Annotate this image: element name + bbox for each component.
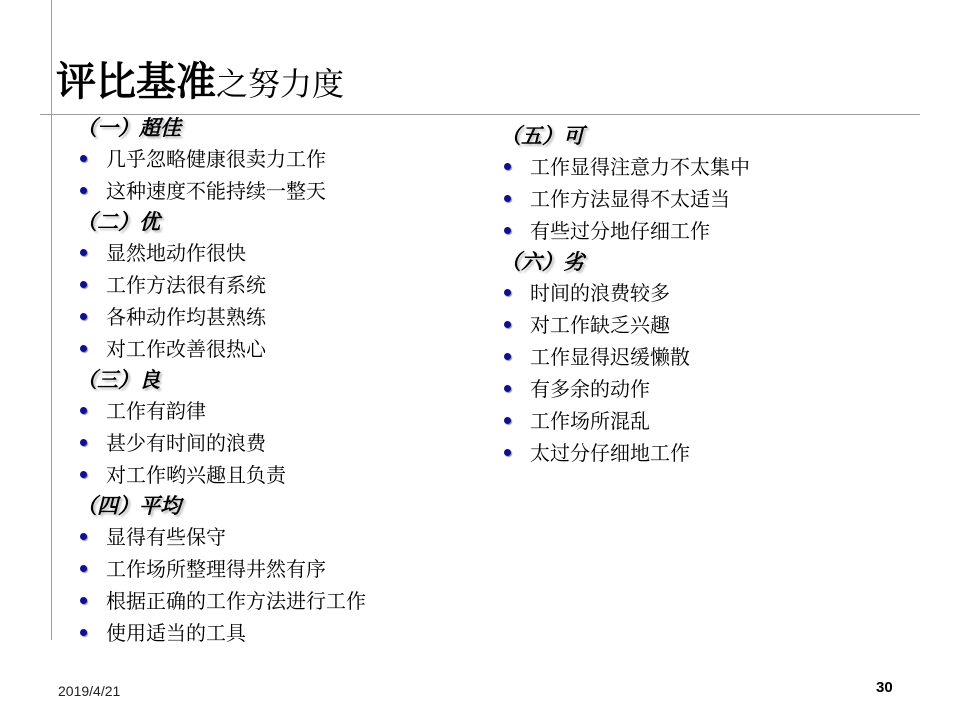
list-item [76, 585, 366, 617]
list-item [76, 395, 366, 427]
bullet-icon [504, 289, 511, 296]
page-title [56, 58, 345, 105]
list-item [76, 459, 366, 491]
list-item [500, 309, 750, 341]
bullet-icon [504, 417, 511, 424]
list-item-text: 几乎忽略健康很卖力工作 [106, 147, 326, 171]
list-item [76, 617, 366, 649]
list-item-text: 工作方法显得不太适当 [530, 187, 730, 211]
bullet-icon [504, 227, 511, 234]
list-item [76, 333, 366, 365]
bullet-icon [504, 163, 511, 170]
list-item [500, 215, 750, 247]
list-item-text: 这种速度不能持续一整天 [106, 179, 326, 203]
bullet-icon [80, 155, 87, 162]
list-item-text: 工作显得注意力不太集中 [530, 155, 750, 179]
list-item [76, 301, 366, 333]
bullet-icon [504, 353, 511, 360]
bullet-icon [80, 281, 87, 288]
list-item [500, 341, 750, 373]
bullet-icon [80, 345, 87, 352]
list-item [76, 175, 366, 207]
bullet-icon [80, 565, 87, 572]
list-item [500, 183, 750, 215]
list-item-text: 对工作改善很热心 [106, 337, 266, 361]
list-item-text: 有些过分地仔细工作 [530, 219, 710, 243]
list-item-text: 工作方法很有系统 [106, 273, 266, 297]
list-item-text: 工作有韵律 [106, 399, 206, 423]
list-item [76, 553, 366, 585]
section-heading: （六）劣 [500, 249, 584, 274]
list-item-text: 工作显得迟缓懒散 [530, 345, 690, 369]
section-heading: （二）优 [76, 209, 160, 234]
footer-date: 2019/4/21 [58, 683, 121, 699]
list-item-text: 工作场所混乱 [530, 409, 650, 433]
page-number: 30 [876, 679, 893, 696]
bullet-icon [504, 321, 511, 328]
bullet-icon [80, 597, 87, 604]
left-column [76, 113, 366, 649]
list-item [76, 269, 366, 301]
list-item [500, 437, 750, 469]
vertical-rule [51, 0, 52, 640]
title-main: 评比基准 [56, 58, 216, 105]
list-item [500, 277, 750, 309]
bullet-icon [80, 533, 87, 540]
list-item-text: 有多余的动作 [530, 377, 650, 401]
list-item-text: 根据正确的工作方法进行工作 [106, 589, 366, 613]
bullet-icon [504, 449, 511, 456]
bullet-icon [80, 313, 87, 320]
bullet-icon [504, 385, 511, 392]
bullet-icon [80, 407, 87, 414]
title-sub: 之努力度 [216, 65, 345, 103]
list-item-text: 时间的浪费较多 [530, 281, 670, 305]
list-item-text: 显得有些保守 [106, 525, 226, 549]
section-heading: （四）平均 [76, 493, 181, 518]
list-item-text: 太过分仔细地工作 [530, 441, 690, 465]
list-item [500, 373, 750, 405]
section-heading: （五）可 [500, 123, 584, 148]
list-item [76, 427, 366, 459]
bullet-icon [80, 249, 87, 256]
list-item [76, 237, 366, 269]
list-item [500, 151, 750, 183]
bullet-icon [80, 471, 87, 478]
list-item [76, 143, 366, 175]
bullet-icon [504, 195, 511, 202]
section-heading: （一）超佳 [76, 115, 181, 140]
list-item [76, 521, 366, 553]
list-item-text: 显然地动作很快 [106, 241, 246, 265]
section-heading: （三）良 [76, 367, 160, 392]
list-item-text: 对工作缺乏兴趣 [530, 313, 670, 337]
list-item [500, 405, 750, 437]
list-item-text: 工作场所整理得井然有序 [106, 557, 326, 581]
list-item-text: 各种动作均甚熟练 [106, 305, 266, 329]
right-column [500, 121, 750, 469]
bullet-icon [80, 439, 87, 446]
bullet-icon [80, 629, 87, 636]
list-item-text: 甚少有时间的浪费 [106, 431, 266, 455]
bullet-icon [80, 187, 87, 194]
list-item-text: 对工作哟兴趣且负责 [106, 463, 286, 487]
list-item-text: 使用适当的工具 [106, 621, 246, 645]
